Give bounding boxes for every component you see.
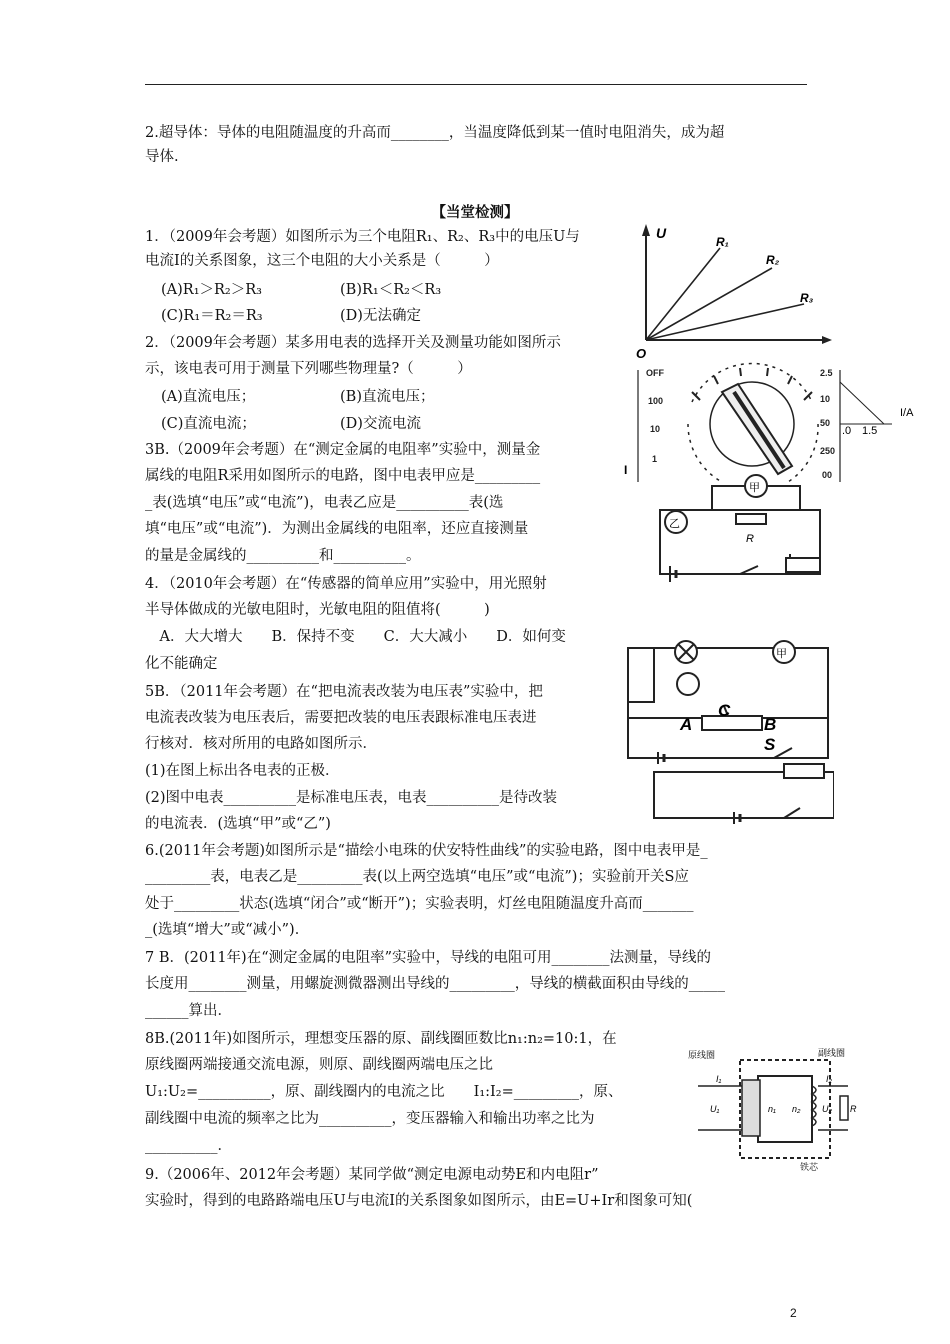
page-number: 2 — [790, 1306, 797, 1320]
option: (B)直流电压； — [340, 389, 435, 405]
text-line: 原线圈两端接通交流电源，则原、副线圈两端电压之比 — [145, 1057, 493, 1073]
option: (D)交流电流 — [340, 416, 421, 432]
meter-jia-label: 甲 — [749, 482, 760, 494]
text-line: 化不能确定 — [145, 656, 218, 672]
text-line: 电流I的关系图象，这三个电阻的大小关系是（ ） — [145, 253, 499, 269]
text-line: 的量是金属线的__________和__________。 — [145, 548, 421, 564]
text-line: 4．（2010年会考题）在“传感器的简单应用”实验中，用光照射 — [145, 576, 547, 592]
text-line: 的电流表．(选填“甲”或“乙”) — [145, 816, 331, 832]
i2-label: I₂ — [826, 1074, 832, 1084]
secondary-coil-label: 副线圈 — [818, 1048, 846, 1058]
u-axis-label: U — [656, 225, 667, 241]
text-line: 属线的电阻R采用如图所示的电路，图中电表甲应是_________ — [145, 468, 541, 484]
option: (B)R₁＜R₂＜R₃ — [340, 282, 442, 298]
text-line: 1．（2009年会考题）如图所示为三个电阻R₁、R₂、R₃中的电压U与 — [145, 229, 580, 245]
tick-1-5-label: 1.5 — [862, 425, 878, 437]
option: (C)直流电流； — [161, 416, 256, 432]
range-2-5-label: 2.5 — [820, 368, 833, 378]
ia-axis-label: I/A — [900, 407, 914, 419]
text-line: 副线圈中电流的频率之比为__________，变压器输入和输出功率之比为 — [145, 1111, 595, 1127]
text-line: 导体. — [145, 149, 179, 165]
i-fragment-label: I — [624, 463, 628, 477]
range-00-label: 00 — [822, 470, 833, 480]
range-100-label: 100 — [648, 396, 664, 406]
text-line: 处于_________状态(选填“闭合”或“断开”)；实验表明，灯丝电阻随温度升高而_______ — [145, 896, 694, 912]
option: (A)直流电压； — [161, 389, 256, 405]
origin-label: O — [636, 346, 647, 360]
ui-graph-figure — [636, 218, 836, 360]
point-b-label: B — [764, 715, 777, 734]
point-a-label: A — [680, 715, 693, 734]
point-c-label: C — [718, 701, 731, 720]
section-title: 【当堂检测】 — [431, 204, 519, 221]
option: (A)R₁＞R₂＞R₃ — [161, 282, 262, 298]
text-line: ______算出． — [145, 1003, 232, 1019]
r3-label: R₃ — [800, 291, 814, 305]
text-line: 2.超导体：导体的电阻随温度的升高而________，当温度降低到某一值时电阻消失，成为超 — [145, 125, 725, 141]
text-line: 长度用________测量，用螺旋测微器测出导线的_________，导线的横截面积由导线的_____ — [145, 976, 725, 992]
off-label: OFF — [646, 368, 664, 378]
resistivity-circuit-figure — [640, 470, 833, 582]
text-line: _(选填“增大”或“减小”)． — [145, 922, 310, 938]
n1-label: n₁ — [768, 1104, 776, 1114]
text-line: 3B.（2009年会考题）在“测定金属的电阻率”实验中，测量金 — [145, 442, 541, 458]
n2-label: n₂ — [792, 1104, 801, 1114]
range-50-label: 50 — [820, 418, 831, 428]
range-10-right-label: 10 — [820, 394, 831, 404]
text-line: _表(选填“电压”或“电流”)，电表乙应是__________表(选 — [145, 495, 504, 511]
r2-label: R₂ — [766, 253, 780, 267]
u1-label: U₁ — [710, 1104, 720, 1114]
text-line: (1)在图上标出各电表的正极． — [145, 763, 340, 779]
option: (D)无法确定 — [340, 308, 421, 324]
meter-jia-label: 甲 — [776, 648, 787, 660]
meter-yi-label: 乙 — [669, 518, 680, 530]
tick-0-label: .0 — [842, 425, 852, 437]
r1-label: R₁ — [716, 235, 729, 249]
switch-s-label: S — [764, 735, 776, 754]
iron-core-label: 铁芯 — [800, 1162, 819, 1172]
option: (C)R₁＝R₂＝R₃ — [161, 308, 263, 324]
u2-label: U₂ — [822, 1104, 832, 1114]
text-line: __________． — [145, 1138, 232, 1154]
text-line: 半导体做成的光敏电阻时，光敏电阻的阻值将( ) — [145, 602, 490, 618]
text-line: _________表，电表乙是_________表(以上两空选填“电压”或“电流”)；实验前开关S应 — [145, 869, 689, 885]
text-line: 示，该电表可用于测量下列哪些物理量?（ ） — [145, 361, 472, 377]
resistor-r-label: R — [746, 533, 754, 545]
range-250-label: 250 — [820, 446, 836, 456]
range-10-label: 10 — [650, 424, 661, 434]
text-line: 6.(2011年会考题)如图所示是“描绘小电珠的伏安特性曲线”的实验电路，图中电表甲是_ — [145, 843, 708, 859]
text-line: 7 B．(2011年)在“测定金属的电阻率”实验中，导线的电阻可用________法测量，导线的 — [145, 950, 712, 966]
text-line: 5B．（2011年会考题）在“把电流表改装为电压表”实验中，把 — [145, 684, 543, 700]
header-rule — [145, 84, 807, 85]
text-line: U₁:U₂=__________，原、副线圈内的电流之比 I₁:I₂=_________，原、 — [145, 1084, 623, 1100]
text-line: 8B.(2011年)如图所示，理想变压器的原、副线圈匝数比n₁:n₂=10:1，在 — [145, 1031, 617, 1047]
text-line: 填“电压”或“电流”)．为测出金属线的电阻率，还应直接测量 — [145, 521, 529, 537]
text-line: 2．（2009年会考题）某多用电表的选择开关及测量功能如图所示 — [145, 335, 561, 351]
text-line: 9.（2006年、2012年会考题）某同学做“测定电源电动势E和内电阻r” — [145, 1167, 599, 1183]
text-line: 电流表改装为电压表后，需要把改装的电压表跟标准电压表进 — [145, 710, 537, 726]
load-r-label: R — [850, 1104, 857, 1114]
calibration-circuit-figure — [624, 632, 834, 830]
text-line: 实验时，得到的电路路端电压U与电流I的关系图象如图所示，由E=U+Ir和图象可知( — [145, 1193, 693, 1209]
i1-label: I₁ — [716, 1074, 722, 1084]
text-line: A．大大增大 B．保持不变 C．大大减小 D．如何变 — [145, 629, 566, 645]
text-line: (2)图中电表__________是标准电压表，电表__________是待改装 — [145, 790, 558, 806]
primary-coil-label: 原线圈 — [688, 1050, 716, 1060]
transformer-figure — [688, 1046, 858, 1174]
text-line: 行核对．核对所用的电路如图所示． — [145, 736, 377, 752]
range-1-label: 1 — [652, 454, 658, 464]
